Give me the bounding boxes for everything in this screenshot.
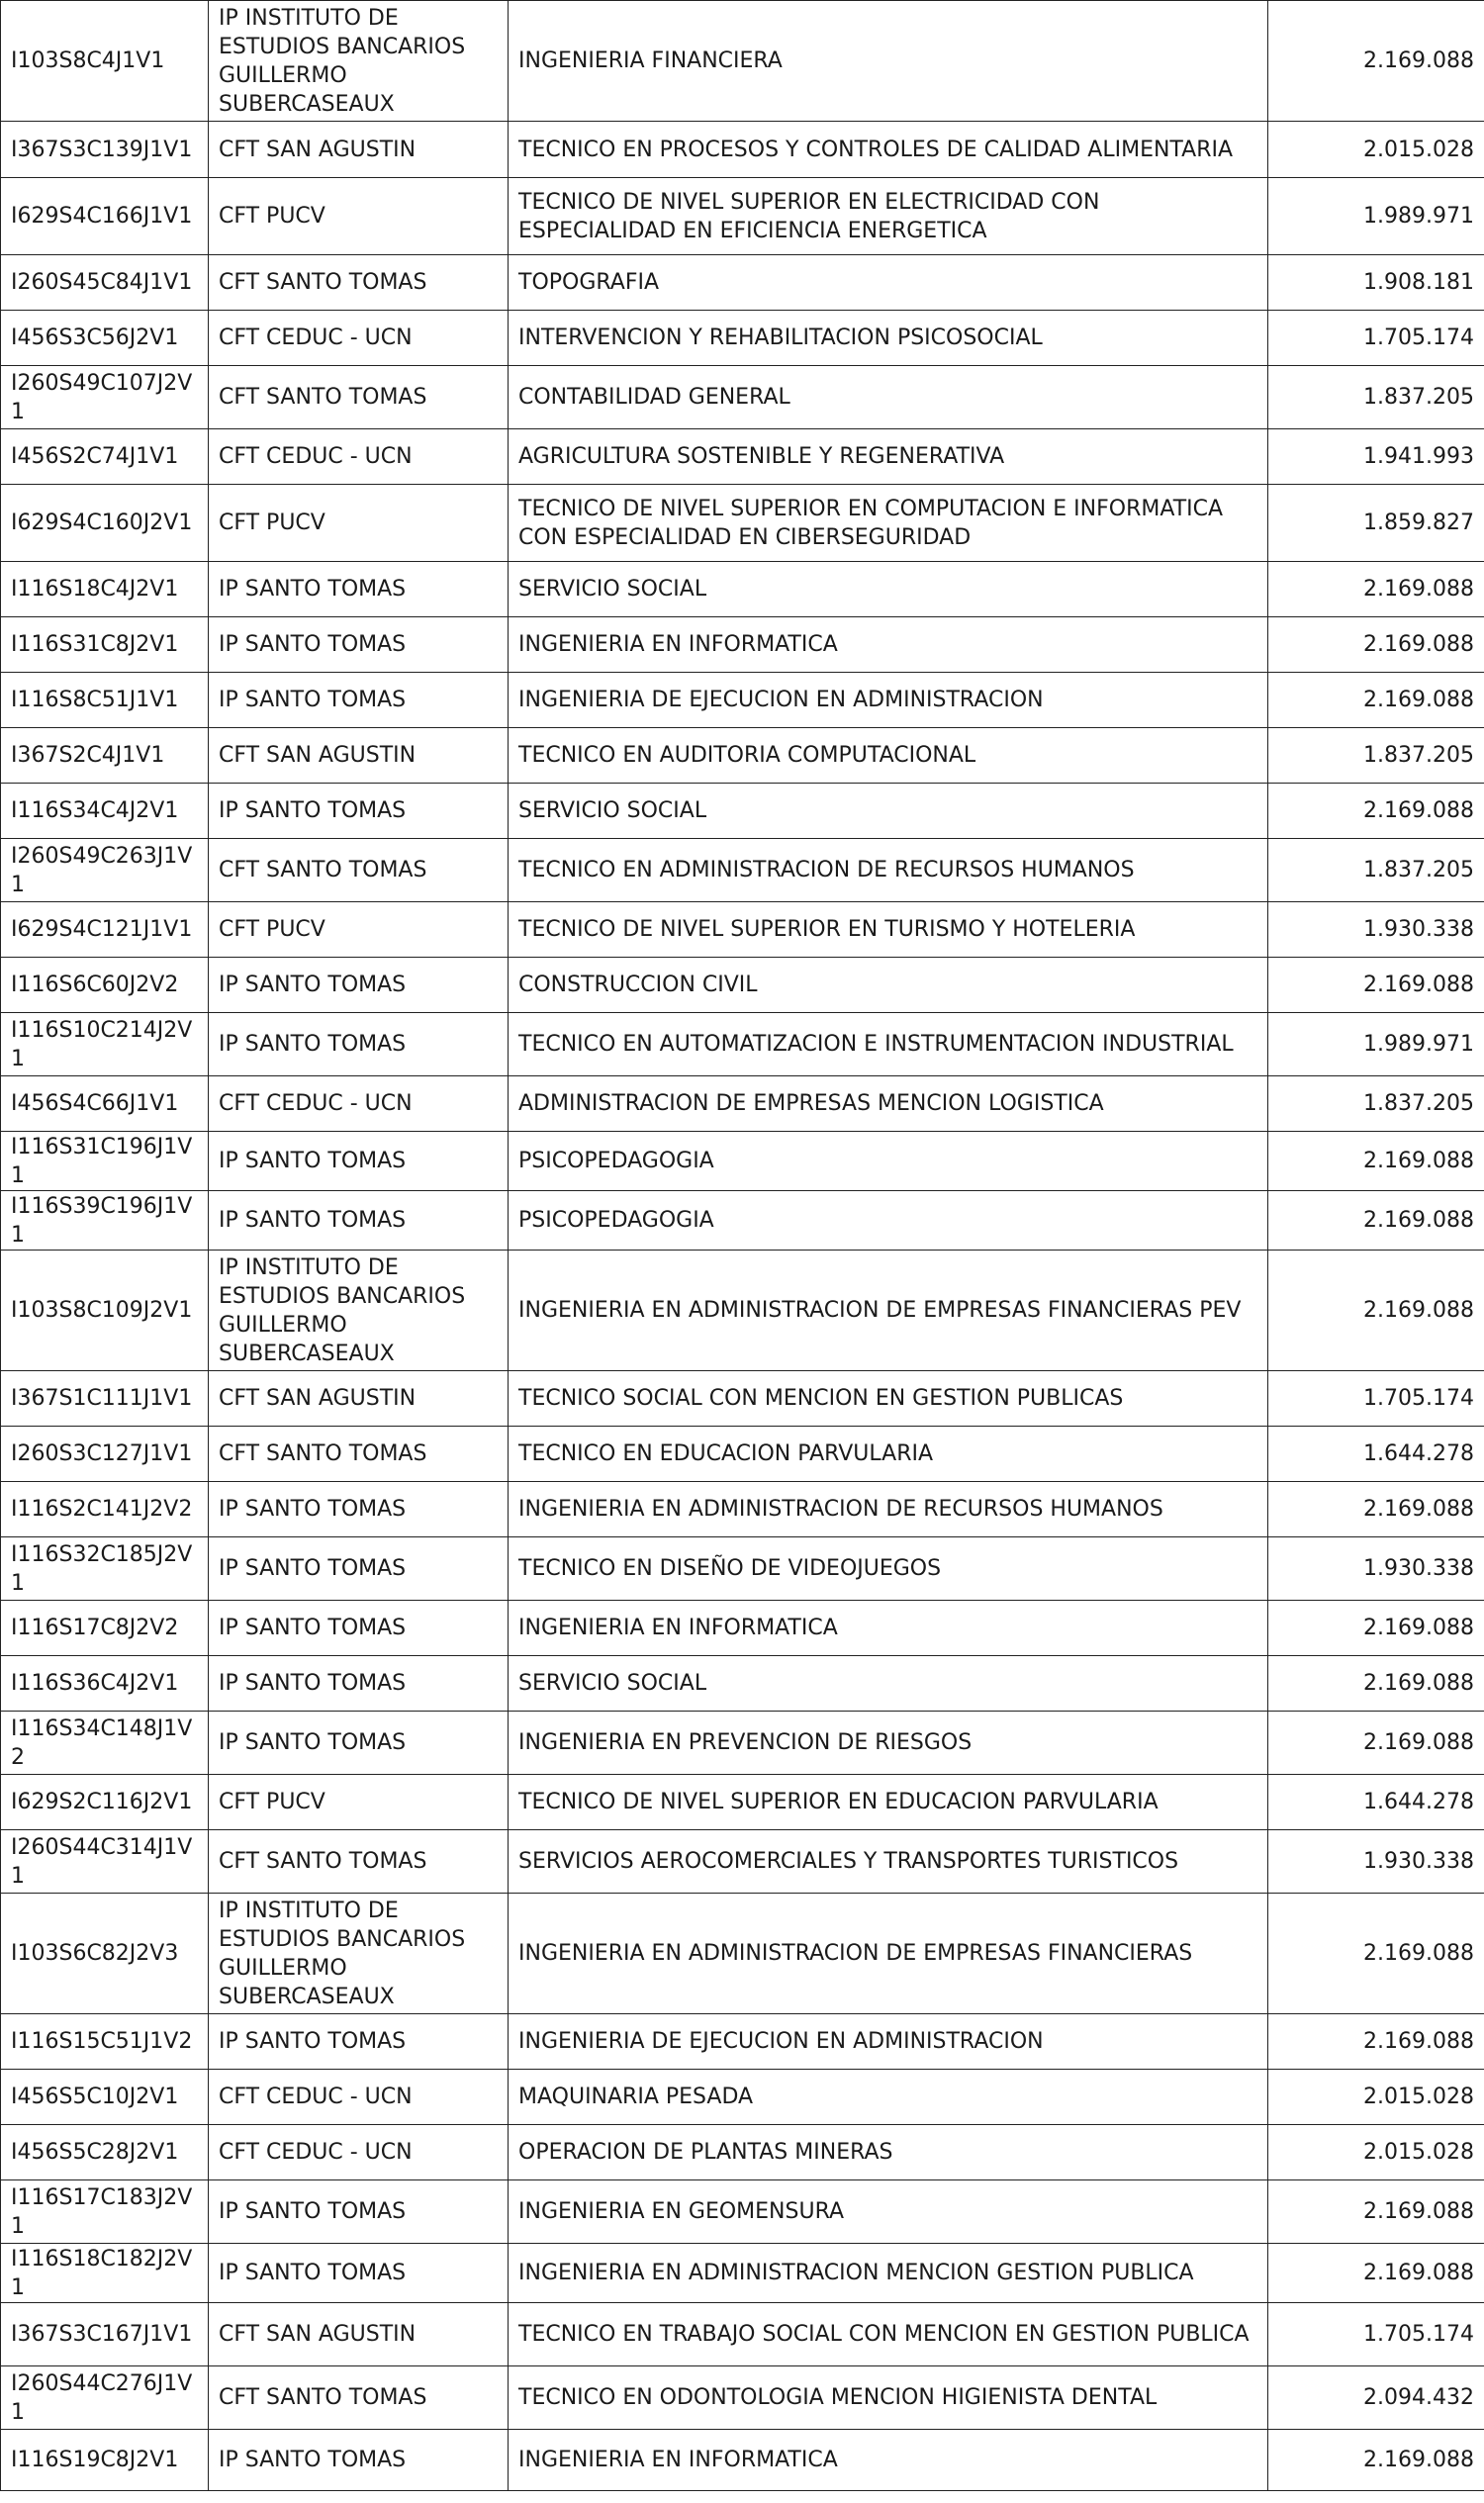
amount-cell: 1.705.174 — [1268, 1371, 1484, 1427]
institution-cell: CFT PUCV — [209, 485, 509, 562]
table-row — [1, 673, 1484, 728]
amount-cell: 2.015.028 — [1268, 2070, 1484, 2125]
program-cell: TECNICO EN DISEÑO DE VIDEOJUEGOS — [509, 1537, 1268, 1601]
program-cell: TECNICO EN PROCESOS Y CONTROLES DE CALIDAD ALIMENTARIA — [509, 122, 1268, 178]
program-cell: INGENIERIA EN ADMINISTRACION MENCION GESTION PUBLICA — [509, 2244, 1268, 2303]
table-row — [1, 617, 1484, 673]
amount-cell: 1.644.278 — [1268, 1427, 1484, 1482]
amount-cell: 2.015.028 — [1268, 2125, 1484, 2180]
amount-cell: 2.169.088 — [1268, 2430, 1484, 2491]
table-row — [1, 2125, 1484, 2180]
program-cell: PSICOPEDAGOGIA — [509, 1191, 1268, 1251]
program-cell: TECNICO DE NIVEL SUPERIOR EN COMPUTACION E INFORMATICA CON ESPECIALIDAD EN CIBERSEGURIDAD — [509, 485, 1268, 562]
program-cell: INGENIERIA EN INFORMATICA — [509, 1601, 1268, 1656]
amount-cell: 2.169.088 — [1268, 2244, 1484, 2303]
program-cell: TOPOGRAFIA — [509, 255, 1268, 311]
code-cell: I103S8C109J2V1 — [1, 1251, 209, 1371]
code-cell: I116S15C51J1V2 — [1, 2014, 209, 2070]
code-cell: I456S5C10J2V1 — [1, 2070, 209, 2125]
institution-cell: CFT SANTO TOMAS — [209, 366, 509, 429]
program-cell: TECNICO EN TRABAJO SOCIAL CON MENCION EN GESTION PUBLICA — [509, 2303, 1268, 2366]
institution-cell: IP SANTO TOMAS — [209, 562, 509, 617]
program-cell: INGENIERIA EN ADMINISTRACION DE EMPRESAS FINANCIERAS PEV — [509, 1251, 1268, 1371]
program-cell: PSICOPEDAGOGIA — [509, 1132, 1268, 1191]
institution-cell: CFT CEDUC - UCN — [209, 2125, 509, 2180]
table-row — [1, 902, 1484, 958]
institution-cell: IP SANTO TOMAS — [209, 1537, 509, 1601]
institution-cell: IP SANTO TOMAS — [209, 2430, 509, 2491]
code-cell: I103S6C82J2V3 — [1, 1894, 209, 2014]
amount-cell: 2.169.088 — [1268, 562, 1484, 617]
table-row — [1, 178, 1484, 255]
program-cell: OPERACION DE PLANTAS MINERAS — [509, 2125, 1268, 2180]
code-cell: I456S4C66J1V1 — [1, 1076, 209, 1132]
amount-cell: 2.169.088 — [1268, 784, 1484, 839]
table-row — [1, 562, 1484, 617]
amount-cell: 1.989.971 — [1268, 178, 1484, 255]
table-row — [1, 1712, 1484, 1775]
program-cell: TECNICO EN ADMINISTRACION DE RECURSOS HUMANOS — [509, 839, 1268, 902]
table-row — [1, 1482, 1484, 1537]
table-row — [1, 1132, 1484, 1191]
table-row — [1, 2070, 1484, 2125]
table-row — [1, 2366, 1484, 2430]
program-cell: SERVICIO SOCIAL — [509, 562, 1268, 617]
program-table-body — [1, 1, 1484, 2491]
program-cell: TECNICO SOCIAL CON MENCION EN GESTION PUBLICAS — [509, 1371, 1268, 1427]
amount-cell: 1.989.971 — [1268, 1013, 1484, 1076]
table-row — [1, 1601, 1484, 1656]
code-cell: I116S8C51J1V1 — [1, 673, 209, 728]
amount-cell: 1.941.993 — [1268, 429, 1484, 485]
table-row — [1, 1251, 1484, 1371]
code-cell: I629S2C116J2V1 — [1, 1775, 209, 1830]
program-cell: TECNICO DE NIVEL SUPERIOR EN EDUCACION PARVULARIA — [509, 1775, 1268, 1830]
amount-cell: 2.169.088 — [1268, 1251, 1484, 1371]
amount-cell: 2.169.088 — [1268, 1, 1484, 122]
program-cell: TECNICO EN AUTOMATIZACION E INSTRUMENTACION INDUSTRIAL — [509, 1013, 1268, 1076]
institution-cell: CFT SANTO TOMAS — [209, 1830, 509, 1894]
program-cell: CONSTRUCCION CIVIL — [509, 958, 1268, 1013]
code-cell: I116S32C185J2V1 — [1, 1537, 209, 1601]
amount-cell: 2.015.028 — [1268, 122, 1484, 178]
table-row — [1, 784, 1484, 839]
code-cell: I260S49C107J2V1 — [1, 366, 209, 429]
table-row — [1, 485, 1484, 562]
program-cell: INGENIERIA DE EJECUCION EN ADMINISTRACION — [509, 2014, 1268, 2070]
amount-cell: 1.837.205 — [1268, 366, 1484, 429]
code-cell: I629S4C121J1V1 — [1, 902, 209, 958]
table-row — [1, 122, 1484, 178]
code-cell: I260S49C263J1V1 — [1, 839, 209, 902]
table-row — [1, 1537, 1484, 1601]
amount-cell: 2.169.088 — [1268, 617, 1484, 673]
code-cell: I116S34C148J1V2 — [1, 1712, 209, 1775]
amount-cell: 1.705.174 — [1268, 311, 1484, 366]
code-cell: I367S2C4J1V1 — [1, 728, 209, 784]
institution-cell: IP INSTITUTO DE ESTUDIOS BANCARIOS GUILLERMO SUBERCASEAUX — [209, 1, 509, 122]
table-row — [1, 1076, 1484, 1132]
institution-cell: IP SANTO TOMAS — [209, 1482, 509, 1537]
table-row — [1, 1830, 1484, 1894]
amount-cell: 2.169.088 — [1268, 1656, 1484, 1712]
amount-cell: 2.169.088 — [1268, 1132, 1484, 1191]
institution-cell: CFT SAN AGUSTIN — [209, 728, 509, 784]
program-cell: INGENIERIA DE EJECUCION EN ADMINISTRACION — [509, 673, 1268, 728]
institution-cell: CFT PUCV — [209, 1775, 509, 1830]
code-cell: I116S34C4J2V1 — [1, 784, 209, 839]
code-cell: I116S17C8J2V2 — [1, 1601, 209, 1656]
amount-cell: 1.908.181 — [1268, 255, 1484, 311]
table-row — [1, 1371, 1484, 1427]
institution-cell: IP SANTO TOMAS — [209, 1656, 509, 1712]
amount-cell: 1.930.338 — [1268, 1830, 1484, 1894]
institution-cell: IP SANTO TOMAS — [209, 1601, 509, 1656]
institution-cell: IP INSTITUTO DE ESTUDIOS BANCARIOS GUILLERMO SUBERCASEAUX — [209, 1251, 509, 1371]
code-cell: I456S2C74J1V1 — [1, 429, 209, 485]
program-cell: SERVICIO SOCIAL — [509, 1656, 1268, 1712]
table-row — [1, 1, 1484, 122]
amount-cell: 1.705.174 — [1268, 2303, 1484, 2366]
program-cell: TECNICO DE NIVEL SUPERIOR EN TURISMO Y HOTELERIA — [509, 902, 1268, 958]
code-cell: I367S3C139J1V1 — [1, 122, 209, 178]
program-cell: INTERVENCION Y REHABILITACION PSICOSOCIAL — [509, 311, 1268, 366]
amount-cell: 1.930.338 — [1268, 1537, 1484, 1601]
institution-cell: CFT SANTO TOMAS — [209, 1427, 509, 1482]
table-row — [1, 2244, 1484, 2303]
table-row — [1, 2014, 1484, 2070]
institution-cell: IP SANTO TOMAS — [209, 1712, 509, 1775]
table-row — [1, 1894, 1484, 2014]
institution-cell: CFT SAN AGUSTIN — [209, 122, 509, 178]
table-row — [1, 255, 1484, 311]
institution-cell: IP SANTO TOMAS — [209, 617, 509, 673]
table-row — [1, 2180, 1484, 2244]
program-cell: TECNICO EN ODONTOLOGIA MENCION HIGIENISTA DENTAL — [509, 2366, 1268, 2430]
code-cell: I367S3C167J1V1 — [1, 2303, 209, 2366]
program-cell: ADMINISTRACION DE EMPRESAS MENCION LOGISTICA — [509, 1076, 1268, 1132]
code-cell: I456S5C28J2V1 — [1, 2125, 209, 2180]
program-cell: TECNICO EN EDUCACION PARVULARIA — [509, 1427, 1268, 1482]
amount-cell: 2.169.088 — [1268, 1191, 1484, 1251]
table-row — [1, 2303, 1484, 2366]
code-cell: I116S6C60J2V2 — [1, 958, 209, 1013]
code-cell: I116S19C8J2V1 — [1, 2430, 209, 2491]
institution-cell: CFT PUCV — [209, 178, 509, 255]
code-cell: I103S8C4J1V1 — [1, 1, 209, 122]
code-cell: I367S1C111J1V1 — [1, 1371, 209, 1427]
code-cell: I116S17C183J2V1 — [1, 2180, 209, 2244]
institution-cell: IP SANTO TOMAS — [209, 1191, 509, 1251]
program-cell: INGENIERIA EN INFORMATICA — [509, 2430, 1268, 2491]
institution-cell: IP SANTO TOMAS — [209, 2244, 509, 2303]
institution-cell: CFT PUCV — [209, 902, 509, 958]
institution-cell: CFT CEDUC - UCN — [209, 429, 509, 485]
program-cell: INGENIERIA FINANCIERA — [509, 1, 1268, 122]
program-cell: MAQUINARIA PESADA — [509, 2070, 1268, 2125]
program-cell: TECNICO DE NIVEL SUPERIOR EN ELECTRICIDAD CON ESPECIALIDAD EN EFICIENCIA ENERGETICA — [509, 178, 1268, 255]
table-row — [1, 1775, 1484, 1830]
table-row — [1, 958, 1484, 1013]
code-cell: I629S4C166J1V1 — [1, 178, 209, 255]
amount-cell: 1.644.278 — [1268, 1775, 1484, 1830]
table-row — [1, 366, 1484, 429]
program-cell: INGENIERIA EN INFORMATICA — [509, 617, 1268, 673]
amount-cell: 1.837.205 — [1268, 839, 1484, 902]
code-cell: I629S4C160J2V1 — [1, 485, 209, 562]
code-cell: I116S2C141J2V2 — [1, 1482, 209, 1537]
amount-cell: 1.837.205 — [1268, 1076, 1484, 1132]
table-row — [1, 1013, 1484, 1076]
table-row — [1, 1656, 1484, 1712]
program-cell: SERVICIO SOCIAL — [509, 784, 1268, 839]
program-cell: INGENIERIA EN ADMINISTRACION DE RECURSOS HUMANOS — [509, 1482, 1268, 1537]
code-cell: I116S18C4J2V1 — [1, 562, 209, 617]
amount-cell: 2.169.088 — [1268, 2180, 1484, 2244]
code-cell: I116S10C214J2V1 — [1, 1013, 209, 1076]
code-cell: I260S45C84J1V1 — [1, 255, 209, 311]
table-row — [1, 2430, 1484, 2491]
amount-cell: 2.169.088 — [1268, 1894, 1484, 2014]
institution-cell: CFT SAN AGUSTIN — [209, 1371, 509, 1427]
code-cell: I260S3C127J1V1 — [1, 1427, 209, 1482]
amount-cell: 2.169.088 — [1268, 1712, 1484, 1775]
code-cell: I116S31C196J1V1 — [1, 1132, 209, 1191]
code-cell: I116S39C196J1V1 — [1, 1191, 209, 1251]
institution-cell: IP SANTO TOMAS — [209, 673, 509, 728]
institution-cell: IP SANTO TOMAS — [209, 1132, 509, 1191]
institution-cell: IP SANTO TOMAS — [209, 784, 509, 839]
institution-cell: CFT SANTO TOMAS — [209, 839, 509, 902]
amount-cell: 2.094.432 — [1268, 2366, 1484, 2430]
amount-cell: 2.169.088 — [1268, 1601, 1484, 1656]
table-row — [1, 839, 1484, 902]
program-cell: TECNICO EN AUDITORIA COMPUTACIONAL — [509, 728, 1268, 784]
institution-cell: CFT CEDUC - UCN — [209, 1076, 509, 1132]
amount-cell: 2.169.088 — [1268, 2014, 1484, 2070]
amount-cell: 2.169.088 — [1268, 958, 1484, 1013]
institution-cell: CFT CEDUC - UCN — [209, 311, 509, 366]
institution-cell: IP SANTO TOMAS — [209, 1013, 509, 1076]
institution-cell: IP INSTITUTO DE ESTUDIOS BANCARIOS GUILLERMO SUBERCASEAUX — [209, 1894, 509, 2014]
table-row — [1, 311, 1484, 366]
program-cell: AGRICULTURA SOSTENIBLE Y REGENERATIVA — [509, 429, 1268, 485]
program-cell: SERVICIOS AEROCOMERCIALES Y TRANSPORTES TURISTICOS — [509, 1830, 1268, 1894]
code-cell: I260S44C314J1V1 — [1, 1830, 209, 1894]
amount-cell: 2.169.088 — [1268, 673, 1484, 728]
institution-cell: IP SANTO TOMAS — [209, 2014, 509, 2070]
program-cell: INGENIERIA EN PREVENCION DE RIESGOS — [509, 1712, 1268, 1775]
table-row — [1, 429, 1484, 485]
program-cell: INGENIERIA EN ADMINISTRACION DE EMPRESAS FINANCIERAS — [509, 1894, 1268, 2014]
program-cell: INGENIERIA EN GEOMENSURA — [509, 2180, 1268, 2244]
institution-cell: IP SANTO TOMAS — [209, 2180, 509, 2244]
code-cell: I116S18C182J2V1 — [1, 2244, 209, 2303]
institution-cell: CFT CEDUC - UCN — [209, 2070, 509, 2125]
table-row — [1, 728, 1484, 784]
amount-cell: 1.930.338 — [1268, 902, 1484, 958]
program-cell: CONTABILIDAD GENERAL — [509, 366, 1268, 429]
amount-cell: 1.859.827 — [1268, 485, 1484, 562]
institution-cell: CFT SAN AGUSTIN — [209, 2303, 509, 2366]
amount-cell: 2.169.088 — [1268, 1482, 1484, 1537]
table-row — [1, 1191, 1484, 1251]
table-row — [1, 1427, 1484, 1482]
code-cell: I116S31C8J2V1 — [1, 617, 209, 673]
amount-cell: 1.837.205 — [1268, 728, 1484, 784]
institution-cell: IP SANTO TOMAS — [209, 958, 509, 1013]
institution-cell: CFT SANTO TOMAS — [209, 2366, 509, 2430]
code-cell: I456S3C56J2V1 — [1, 311, 209, 366]
code-cell: I116S36C4J2V1 — [1, 1656, 209, 1712]
code-cell: I260S44C276J1V1 — [1, 2366, 209, 2430]
institution-cell: CFT SANTO TOMAS — [209, 255, 509, 311]
